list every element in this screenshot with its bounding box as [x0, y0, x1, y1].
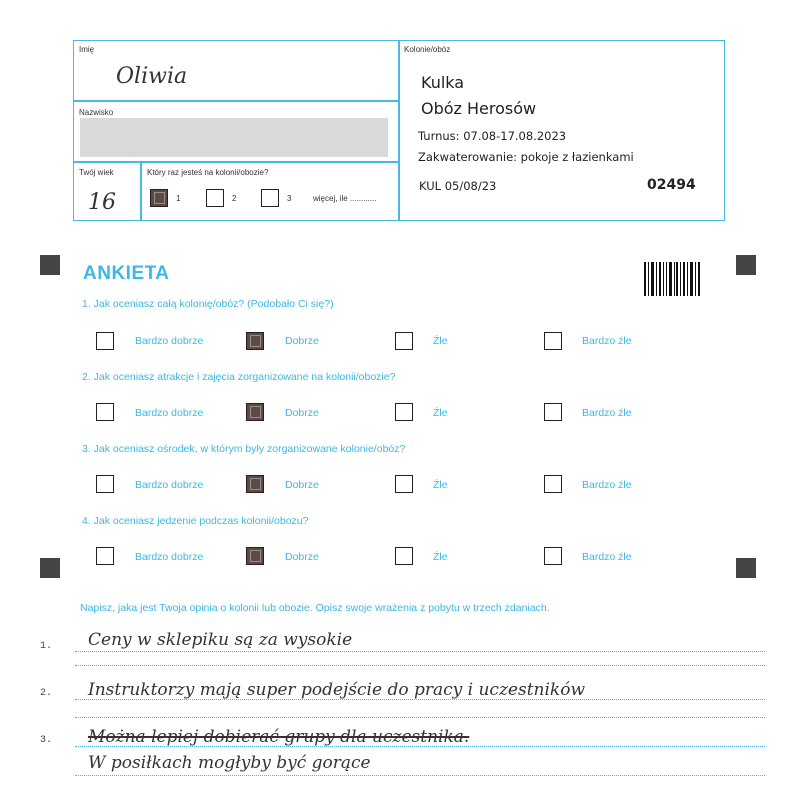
q3-option-dobrze-label: Dobrze — [285, 479, 319, 491]
q4-option-bardzo-dobrze-checkbox[interactable] — [96, 547, 114, 565]
q3-option-bardzo-dobrze-checkbox[interactable] — [96, 475, 114, 493]
q1-option-dobrze-checkbox[interactable] — [246, 332, 264, 350]
q1-option-bardzo-dobrze-checkbox[interactable] — [96, 332, 114, 350]
age-label: Twój wiek — [79, 168, 114, 177]
answer-line-3[interactable]: W posiłkach mogłyby być gorące — [88, 753, 371, 773]
camp-turnus: Turnus: 07.08-17.08.2023 — [418, 129, 567, 143]
q4-option-bardzo-zle-checkbox[interactable] — [544, 547, 562, 565]
q4-option-zle-checkbox[interactable] — [395, 547, 413, 565]
q2-option-dobrze-label: Dobrze — [285, 407, 319, 419]
q3-option-zle-label: Źle — [433, 479, 448, 491]
camp-accommodation: Zakwaterowanie: pokoje z łazienkami — [418, 150, 634, 164]
line-number-2: 2. — [40, 688, 53, 699]
header-row-divider-2 — [73, 161, 399, 163]
q4-option-zle-label: Źle — [433, 551, 448, 563]
q2-option-dobrze-checkbox[interactable] — [246, 403, 264, 421]
times-option-3-label: 3 — [287, 194, 292, 203]
answer-dotted-line-2 — [75, 699, 765, 700]
q4-option-bardzo-dobrze-label: Bardzo dobrze — [135, 551, 204, 563]
q2-option-bardzo-zle-checkbox[interactable] — [544, 403, 562, 421]
question-4-text: 4. Jak oceniasz jedzenie podczas kolonii/obozu? — [82, 515, 309, 527]
opinion-prompt: Napisz, jaka jest Twoja opinia o kolonii lub obozie. Opisz swoje wrażenia z pobytu w trzech zdaniach. — [80, 602, 550, 614]
line-number-1: 1. — [40, 641, 53, 652]
q2-option-bardzo-dobrze-label: Bardzo dobrze — [135, 407, 204, 419]
registration-marker-top-left — [40, 255, 60, 275]
registration-marker-bottom-right — [736, 558, 756, 578]
q4-option-bardzo-zle-label: Bardzo źle — [582, 551, 632, 563]
line-number-3: 3. — [40, 735, 53, 746]
times-more-label: więcej, ile ............ — [313, 194, 377, 203]
question-2-text: 2. Jak oceniasz atrakcje i zajęcia zorganizowane na kolonii/obozie? — [82, 371, 396, 383]
age-divider — [140, 161, 142, 221]
q2-option-zle-label: Źle — [433, 407, 448, 419]
times-label: Który raz jesteś na kolonii/obozie? — [147, 168, 269, 177]
last-name-label: Nazwisko — [79, 108, 114, 117]
q1-option-bardzo-zle-checkbox[interactable] — [544, 332, 562, 350]
answer-dotted-line-3b — [75, 775, 765, 776]
question-3-text: 3. Jak oceniasz ośrodek, w którym były zorganizowane kolonie/obóz? — [82, 443, 406, 455]
q3-option-bardzo-zle-label: Bardzo źle — [582, 479, 632, 491]
header-row-divider-1 — [73, 100, 399, 102]
times-option-1-checkbox[interactable] — [150, 189, 168, 207]
q3-option-dobrze-checkbox[interactable] — [246, 475, 264, 493]
times-option-3-checkbox[interactable] — [261, 189, 279, 207]
q2-option-bardzo-zle-label: Bardzo źle — [582, 407, 632, 419]
first-name-value: Oliwia — [116, 64, 188, 89]
q3-option-bardzo-dobrze-label: Bardzo dobrze — [135, 479, 204, 491]
q2-option-bardzo-dobrze-checkbox[interactable] — [96, 403, 114, 421]
camp-label: Kolonie/obóz — [404, 45, 451, 54]
times-option-2-checkbox[interactable] — [206, 189, 224, 207]
answer-dotted-line-3 — [75, 746, 765, 747]
camp-number: 02494 — [647, 177, 696, 193]
times-option-1-label: 1 — [176, 194, 181, 203]
first-name-label: Imię — [79, 45, 95, 54]
answer-dotted-line-1b — [75, 665, 765, 666]
times-option-2-label: 2 — [232, 194, 237, 203]
q4-option-dobrze-checkbox[interactable] — [246, 547, 264, 565]
q1-option-zle-label: Źle — [433, 335, 448, 347]
q3-option-zle-checkbox[interactable] — [395, 475, 413, 493]
registration-marker-top-right — [736, 255, 756, 275]
survey-title: ANKIETA — [83, 263, 170, 284]
question-1-text: 1. Jak oceniasz całą kolonię/obóz? (Podobało Ci się?) — [82, 298, 334, 310]
answer-dotted-line-1 — [75, 651, 765, 652]
last-name-redaction — [80, 118, 388, 157]
camp-code: KUL 05/08/23 — [419, 179, 497, 193]
header-divider — [398, 40, 400, 221]
q2-option-zle-checkbox[interactable] — [395, 403, 413, 421]
registration-marker-bottom-left — [40, 558, 60, 578]
q4-option-dobrze-label: Dobrze — [285, 551, 319, 563]
q3-option-bardzo-zle-checkbox[interactable] — [544, 475, 562, 493]
answer-line-1[interactable]: Ceny w sklepiku są za wysokie — [88, 630, 353, 650]
q1-option-zle-checkbox[interactable] — [395, 332, 413, 350]
q1-option-bardzo-zle-label: Bardzo źle — [582, 335, 632, 347]
answer-line-3-crossed-out[interactable]: Można lepiej dobierać grupy dla uczestnika. — [88, 727, 470, 747]
q1-option-dobrze-label: Dobrze — [285, 335, 319, 347]
camp-name: Kulka — [421, 73, 465, 92]
camp-subtitle: Obóz Herosów — [421, 99, 537, 118]
answer-line-2[interactable]: Instruktorzy mają super podejście do pracy i uczestników — [88, 680, 585, 700]
q1-option-bardzo-dobrze-label: Bardzo dobrze — [135, 335, 204, 347]
answer-dotted-line-2b — [75, 717, 765, 718]
barcode — [644, 262, 702, 296]
age-value: 16 — [88, 190, 116, 215]
